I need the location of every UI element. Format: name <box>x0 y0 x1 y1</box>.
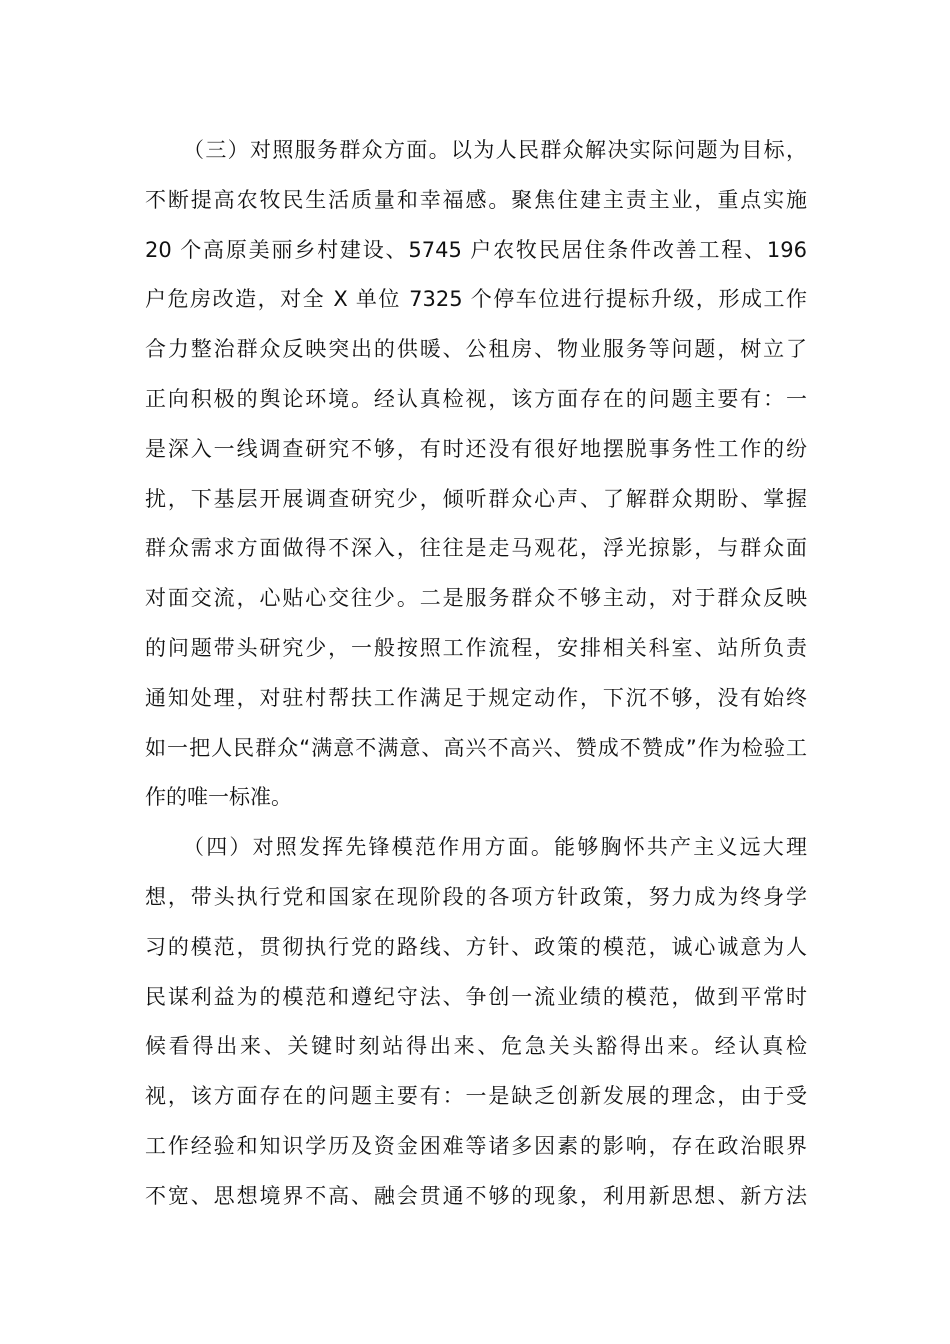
paragraph-line: 不断提高农牧民生活质量和幸福感。聚焦住建主责主业，重点实施 <box>145 187 807 212</box>
paragraph-line: 群众需求方面做得不深入，往往是走马观花，浮光掠影，与群众面 <box>145 536 807 561</box>
paragraph-line: 工作经验和知识学历及资金困难等诸多因素的影响，存在政治眼界 <box>145 1133 807 1158</box>
paragraph-line: 通知处理，对驻村帮扶工作满足于规定动作，下沉不够，没有始终 <box>145 685 807 710</box>
paragraph-line: 习的模范，贯彻执行党的路线、方针、政策的模范，诚心诚意为人 <box>145 934 807 959</box>
paragraph-line: 视，该方面存在的问题主要有：一是缺乏创新发展的理念，由于受 <box>145 1084 807 1109</box>
paragraph-line: （四）对照发挥先锋模范作用方面。能够胸怀共产主义远大理 <box>183 835 807 860</box>
paragraph-line: 合力整治群众反映突出的供暖、公租房、物业服务等问题，树立了 <box>145 337 807 362</box>
paragraph-line: 如一把人民群众“满意不满意、高兴不高兴、赞成不赞成”作为检验工 <box>145 735 807 760</box>
paragraph-line: 民谋利益为的模范和遵纪守法、争创一流业绩的模范，做到平常时 <box>145 984 807 1009</box>
paragraph-4 <box>145 823 807 1221</box>
paragraph-line: 候看得出来、关键时刻站得出来、危急关头豁得出来。经认真检 <box>145 1034 807 1059</box>
paragraph-3 <box>145 126 807 823</box>
paragraph-line: 户危房改造，对全 X 单位 7325 个停车位进行提标升级，形成工作 <box>145 287 807 312</box>
paragraph-line: 20 个高原美丽乡村建设、5745 户农牧民居住条件改善工程、196 <box>145 237 807 262</box>
paragraph-line: 正向积极的舆论环境。经认真检视，该方面存在的问题主要有：一 <box>145 386 807 411</box>
paragraph-line: 不宽、思想境界不高、融会贯通不够的现象，利用新思想、新方法 <box>145 1183 807 1208</box>
paragraph-line: 作的唯一标准。 <box>145 785 292 810</box>
paragraph-line: 的问题带头研究少，一般按照工作流程，安排相关科室、站所负责 <box>145 635 807 660</box>
paragraph-line: 对面交流，心贴心交往少。二是服务群众不够主动，对于群众反映 <box>145 586 807 611</box>
paragraph-line: 扰，下基层开展调查研究少，倾听群众心声、了解群众期盼、掌握 <box>145 486 807 511</box>
paragraph-line: 想，带头执行党和国家在现阶段的各项方针政策，努力成为终身学 <box>145 884 807 909</box>
paragraph-line: （三）对照服务群众方面。以为人民群众解决实际问题为目标， <box>183 138 807 162</box>
paragraph-line: 是深入一线调查研究不够，有时还没有很好地摆脱事务性工作的纷 <box>145 436 807 461</box>
document-body <box>145 126 807 1222</box>
